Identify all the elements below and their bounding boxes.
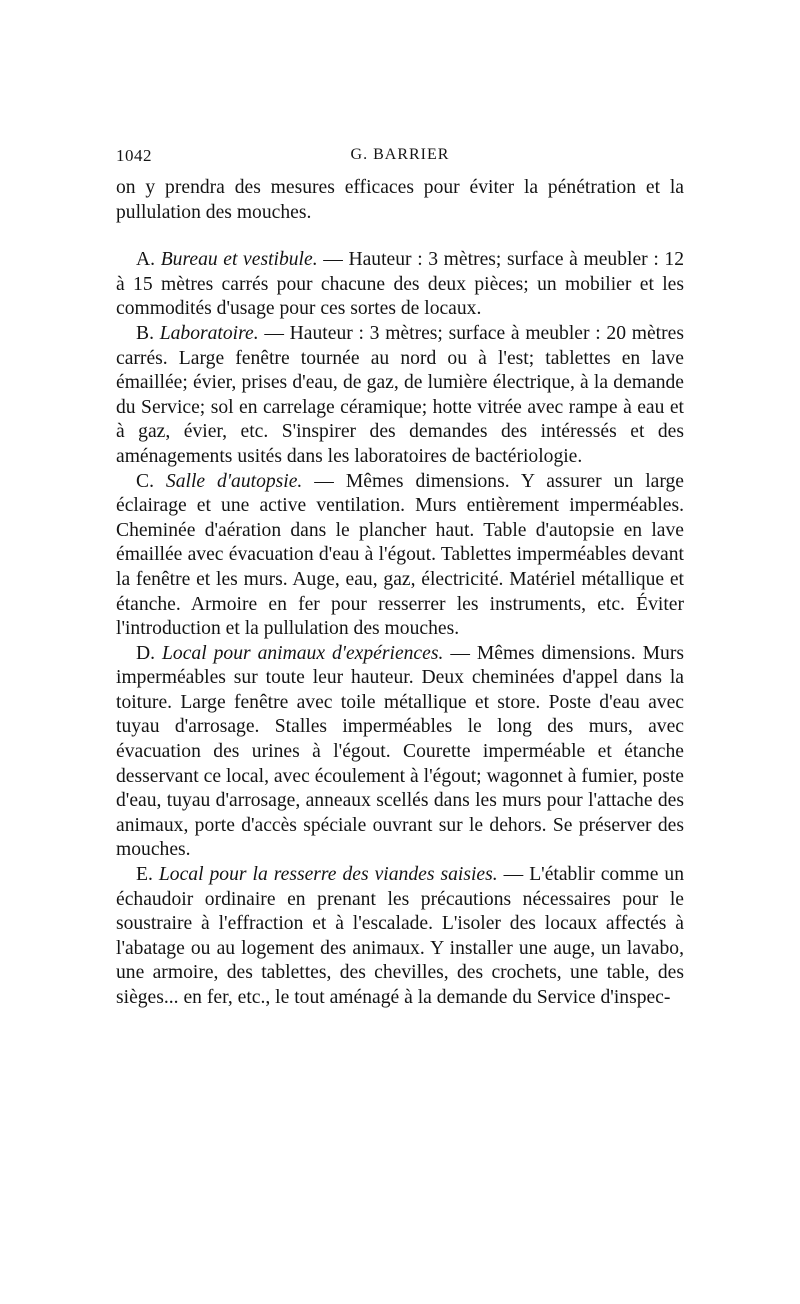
paragraph-continuation bbox=[116, 176, 684, 225]
section-title: Salle d'autopsie. bbox=[165, 470, 303, 492]
running-title: G. BARRIER bbox=[350, 146, 450, 163]
paragraph-bureau bbox=[116, 248, 684, 322]
paragraph-resserre-viandes bbox=[116, 863, 684, 1011]
section-letter: B. bbox=[136, 322, 154, 344]
section-letter: E. bbox=[136, 864, 153, 886]
section-letter: A. bbox=[136, 249, 156, 271]
paragraph-text: — L'établir comme un échaudoir ordinaire en prenant les précautions nécessaires pour le soustraire à l'effraction et à l'escalade. L'isoler des locaux affectés à l'abatage ou au logement des animaux. Y installer une auge, un lavabo, une armoire, des tablettes, des chevilles, des crochets, une table, des sièges... en fer, etc., le tout aménagé à la demande du Service d'inspec- bbox=[116, 864, 684, 1008]
section-title: Local pour animaux d'expériences. bbox=[162, 642, 444, 664]
paragraph-text: — Hauteur : 3 mètres; surface à meubler : 20 mètres carrés. Large fenêtre tournée au nord ou à l'est; tablettes en lave émaillée; évier, prises d'eau, de gaz, de lumière électrique, à la demande du Service; sol en carrelage céramique; hotte vitrée avec rampe à eau et à gaz, évier, etc. S'inspirer des demandes des intéressés et des aménagements usités dans les laboratoires de bactériologie. bbox=[116, 322, 684, 467]
page-header bbox=[116, 146, 684, 176]
paragraph-local-animaux bbox=[116, 642, 684, 863]
section-letter: C. bbox=[136, 470, 154, 492]
book-page bbox=[116, 146, 684, 1011]
paragraph-salle-autopsie bbox=[116, 470, 684, 642]
paragraph-text: — Hauteur : 3 mètres; surface à meubler : 12 à 15 mètres carrés pour chacune des deux pièces; un mobilier et les commodités d'usage pour ces sortes de locaux. bbox=[116, 249, 684, 320]
section-title: Laboratoire. bbox=[159, 322, 259, 344]
paragraph-text: — Mêmes dimensions. Murs imperméables sur toute leur hauteur. Deux cheminées d'appel dans la toiture. Large fenêtre avec toile métallique et store. Poste d'eau avec tuyau d'arrosage. Stalles imperméables le long des murs, avec évacuation des urines à l'égout. Courette imperméable et étanche desservant ce local, avec écoulement à l'égout; wagonnet à fumier, poste d'eau, tuyau d'arrosage, anneaux scellés dans les murs pour l'attache des animaux, porte d'accès spéciale ouvrant sur le dehors. Se préserver des mouches. bbox=[116, 642, 684, 861]
paragraph-text: — Mêmes dimensions. Y assurer un large éclairage et une active ventilation. Murs entièrement imperméables. Cheminée d'aération dans le plancher haut. Table d'autopsie en lave émaillée avec évacuation d'eau à l'égout. Tablettes imperméables devant la fenêtre et les murs. Auge, eau, gaz, électricité. Matériel métallique et étanche. Armoire en fer pour resserrer les instruments, etc. Éviter l'introduction et la pullulation des mouches. bbox=[116, 470, 684, 640]
paragraph-text: on y prendra des mesures efficaces pour éviter la pénétration et la pullulation des mouches. bbox=[116, 177, 684, 223]
page-number: 1042 bbox=[116, 146, 152, 165]
paragraph-laboratoire bbox=[116, 322, 684, 470]
page-body bbox=[116, 176, 684, 1011]
section-letter: D. bbox=[136, 642, 156, 664]
section-title: Local pour la resserre des viandes saisies. bbox=[158, 864, 498, 886]
section-title: Bureau et vestibule. bbox=[160, 249, 318, 271]
